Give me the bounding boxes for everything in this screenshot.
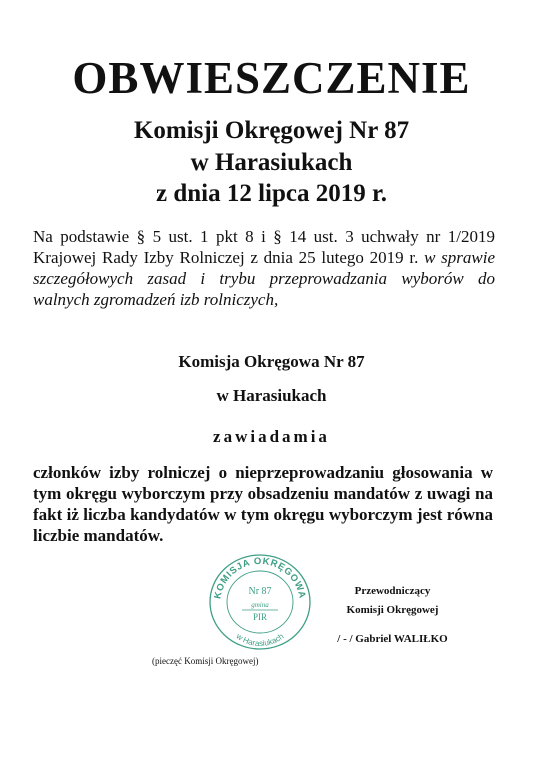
announcement-text: członków izby rolniczej o nieprzeprowadzaniu głosowania w tym okręgu wyborczym przy obsadzeniu mandatów z uwagi na fakt iż liczba kandydatów w tym okręgu wyborczym jest równa liczbie mandatów. [33, 463, 493, 545]
stamp-ring-top: KOMISJA OKRĘGOWA [212, 555, 308, 600]
announcement-verb: zawiadamia [213, 427, 330, 446]
commission-location: w Harasiukach [216, 386, 327, 405]
official-stamp [206, 552, 314, 652]
committee-name: Komisji Okręgowej Nr 87 [133, 117, 410, 144]
stamp-caption: (pieczęć Komisji Okręgowej) [152, 656, 259, 666]
stamp-code: PIR [252, 612, 268, 622]
stamp-ring-bottom: w Harasiukach [234, 631, 286, 649]
signatory-body: Komisji Okręgowej [346, 604, 439, 616]
legal-basis-text: Na podstawie § 5 ust. 1 pkt 8 i § 14 ust. 3 uchwały nr 1/2019 Krajowej Rady Izby Rolniczej z dnia 25 lutego 2019 r. [33, 227, 495, 267]
legal-basis-paragraph [33, 226, 495, 310]
stamp-number: Nr 87 [248, 586, 272, 597]
stamp-commune: gmina [251, 601, 269, 609]
signatory-name: / - / Gabriel WALIŁKO [337, 633, 448, 645]
commission-heading: Komisja Okręgowa Nr 87 [178, 352, 365, 371]
committee-location: w Harasiukach [190, 149, 353, 176]
document-title: OBWIESZCZENIE [72, 53, 471, 103]
legal-basis-italic: w sprawie szczegółowych zasad i trybu przeprowadzania wyborów do walnych zgromadzeń izb rolniczych, [33, 248, 495, 309]
signatory-role: Przewodniczący [354, 585, 431, 597]
document-date: z dnia 12 lipca 2019 r. [155, 180, 388, 207]
